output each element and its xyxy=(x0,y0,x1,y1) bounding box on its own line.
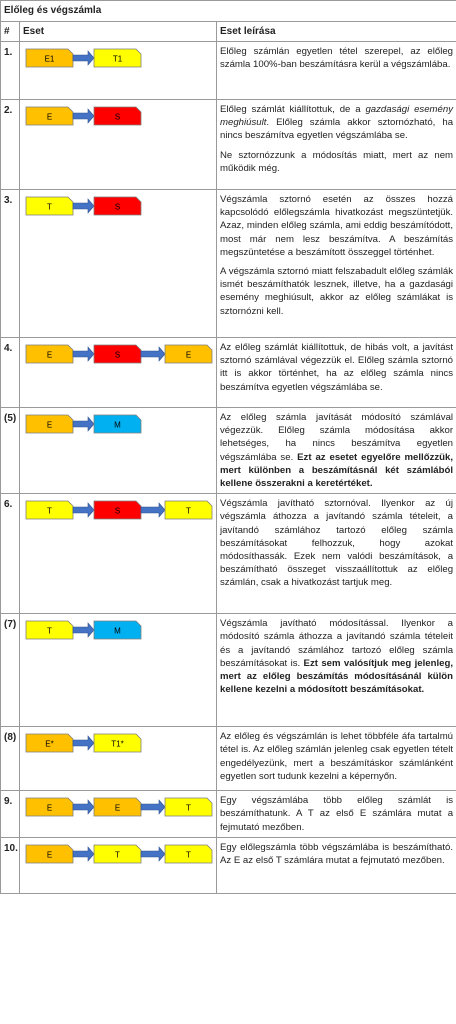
arrow-icon xyxy=(141,800,165,814)
header-num: # xyxy=(1,22,20,42)
case-number: 9. xyxy=(1,791,20,838)
invoice-box xyxy=(94,415,141,433)
description-text: Az előleg és végszámlán is lehet többféle áfa tartalmú tétel is. Az előleg számlán jelenleg csak egyetlen tételt engedélyezünk, mert a beszámításkor számlánként egyetlen sort tudunk kezelni a képernyőn. xyxy=(220,731,454,782)
invoice-box-label: S xyxy=(114,350,121,360)
case-number: 2. xyxy=(1,100,20,190)
description-text: Ezt az esetet egyelőre mellőzzük, mert különben a beszámításnál két számlából kellene összerakni a keretértéket. xyxy=(220,451,454,490)
arrow-icon xyxy=(141,347,165,361)
arrow-icon xyxy=(73,109,94,123)
invoice-box-label: T1 xyxy=(112,54,123,64)
invoice-box-label: E xyxy=(46,850,53,860)
description-text: Az előleg számla javítását módosító számlával végezzük. Előleg számla módosítása akkor lehetséges, ha nincs beszámítva egyetlen végszámlába se. xyxy=(220,412,454,463)
case-description xyxy=(217,791,456,838)
arrow-icon xyxy=(73,503,94,517)
description-text: Egy előlegszámla több végszámlába is beszámítható. Az E az első T számlára mutat a fejmutató mezőben. xyxy=(220,841,454,867)
case-number: 10. xyxy=(1,837,20,893)
invoice-box-label: E* xyxy=(45,739,54,749)
invoice-box-label: T1* xyxy=(111,739,124,749)
case-diagram xyxy=(20,791,217,838)
invoice-box-label: S xyxy=(114,506,121,516)
invoice-box xyxy=(26,345,73,363)
invoice-box-label: T xyxy=(47,506,52,516)
invoice-box-label: T xyxy=(47,626,52,636)
description-paragraph xyxy=(220,497,453,589)
invoice-box-label: M xyxy=(114,420,121,430)
case-description xyxy=(217,100,456,190)
case-number: (8) xyxy=(1,727,20,791)
flow-diagram xyxy=(20,494,217,530)
header-desc: Eset leírása xyxy=(217,22,456,42)
table-row xyxy=(1,494,456,614)
invoice-box-label: T xyxy=(47,202,52,212)
description-paragraph xyxy=(220,45,453,71)
case-number: 3. xyxy=(1,190,20,338)
invoice-box xyxy=(26,415,73,433)
description-paragraph xyxy=(220,794,453,834)
case-diagram xyxy=(20,408,217,494)
case-description xyxy=(217,408,456,494)
invoice-box xyxy=(26,798,73,816)
arrow-icon xyxy=(141,503,165,517)
case-diagram xyxy=(20,727,217,791)
case-description xyxy=(217,494,456,614)
invoice-box xyxy=(94,197,141,215)
description-paragraph xyxy=(220,103,453,143)
case-number: 4. xyxy=(1,338,20,408)
description-text: Végszámla javítható sztornóval. Ilyenkor az új végszámla áthozza a javítandó számla tételeit, a javítandó számlához tartozó előleg számla beszámításokat felhozzuk, hogy azokat módosíthassák. Ezek nem valódi beszámítások, a beszámítható összeget visszaállítottuk az előleg számlán, csak a hivatkozást tartjuk meg. xyxy=(220,498,454,589)
table-title: Előleg és végszámla xyxy=(1,1,456,22)
description-text: gazdasági esemény meghiúsult xyxy=(220,104,454,129)
case-description xyxy=(217,42,456,100)
case-description xyxy=(217,727,456,791)
table-row xyxy=(1,791,456,838)
flow-diagram xyxy=(20,190,217,226)
invoice-box-label: E1 xyxy=(44,54,55,64)
invoice-box xyxy=(26,197,73,215)
arrow-icon xyxy=(73,847,94,861)
table-body xyxy=(1,42,456,894)
description-paragraph xyxy=(220,193,453,259)
arrow-icon xyxy=(73,417,94,431)
arrow-icon xyxy=(73,623,94,637)
description-text: Ezt sem valósítjuk meg jelenleg, mert az előleg beszámítás módosításánál külön kellene kezelni a módosított beszámításokat. xyxy=(220,657,454,696)
case-diagram xyxy=(20,837,217,893)
invoice-box xyxy=(165,798,212,816)
case-number: (7) xyxy=(1,614,20,727)
table-row xyxy=(1,727,456,791)
invoice-box xyxy=(165,501,212,519)
invoice-box-label: E xyxy=(46,420,53,430)
case-number: (5) xyxy=(1,408,20,494)
description-text: Végszámla sztornó esetén az összes hozzá kapcsolódó előlegszámla hivatkozást megszüntetjük. Azaz, minden előleg számla, ami eddig beszámítódott, most már nem lesz beszámítva. A beszámítás megszüntetése a beszámított összeggel történhet. xyxy=(220,194,454,258)
invoice-box-label: T xyxy=(186,850,191,860)
description-text: . Előleg számla akkor sztornózható, ha nincs beszámítva egyetlen végszámlába se. xyxy=(220,117,454,142)
description-text: Ne sztornózzunk a módosítás miatt, mert az nem működik még. xyxy=(220,149,454,174)
invoice-box xyxy=(94,621,141,639)
invoice-box-label: T xyxy=(186,506,191,516)
invoice-box xyxy=(94,49,141,67)
case-diagram xyxy=(20,494,217,614)
case-description xyxy=(217,614,456,727)
case-diagram xyxy=(20,190,217,338)
description-paragraph xyxy=(220,841,453,867)
invoice-box-label: E xyxy=(46,350,53,360)
table-row xyxy=(1,190,456,338)
flow-diagram xyxy=(20,791,217,827)
case-description xyxy=(217,338,456,408)
arrow-icon xyxy=(73,199,94,213)
case-diagram xyxy=(20,42,217,100)
description-text: Végszámla javítható módosítással. Ilyenkor a módosító számla áthozza a javítandó számla tételeit és a javítandó számlához tartozó előleg számla beszámításokat is. xyxy=(220,618,454,669)
invoice-box-label: E xyxy=(114,803,121,813)
description-text: Az előleg számlát kiállítottuk, de hibás volt, a javítást sztornó számlával végezzük el. Előleg számla sztornó itt is akkor történhet, ha az előleg számla nincs beszámítva egyetlen végszámlába se. xyxy=(220,342,454,393)
invoice-box-label: E xyxy=(185,350,192,360)
table-row xyxy=(1,408,456,494)
invoice-box xyxy=(26,107,73,125)
table-row xyxy=(1,42,456,100)
case-diagram xyxy=(20,614,217,727)
case-diagram xyxy=(20,338,217,408)
flow-diagram xyxy=(20,838,217,874)
invoice-box-label: E xyxy=(46,112,53,122)
invoice-box-label: S xyxy=(114,202,121,212)
invoice-box-label: S xyxy=(114,112,121,122)
description-text: Előleg számlán egyetlen tétel szerepel, az előleg számla 100%-ban beszámításra kerül a végszámlába. xyxy=(220,46,454,71)
flow-diagram xyxy=(20,727,217,763)
table-row xyxy=(1,837,456,893)
invoice-box-label: T xyxy=(115,850,120,860)
invoice-box-label: E xyxy=(46,803,53,813)
flow-diagram xyxy=(20,100,217,136)
invoice-box-label: M xyxy=(114,626,121,636)
header-case: Eset xyxy=(20,22,217,42)
invoice-box xyxy=(26,845,73,863)
flow-diagram xyxy=(20,338,217,374)
flow-diagram xyxy=(20,408,217,444)
invoice-box xyxy=(165,345,212,363)
table-row xyxy=(1,614,456,727)
description-paragraph xyxy=(220,149,453,175)
invoice-box xyxy=(94,845,141,863)
invoice-box xyxy=(94,345,141,363)
invoice-box xyxy=(94,501,141,519)
arrow-icon xyxy=(73,51,94,65)
case-number: 1. xyxy=(1,42,20,100)
case-description xyxy=(217,837,456,893)
arrow-icon xyxy=(73,800,94,814)
description-paragraph xyxy=(220,617,453,696)
case-number: 6. xyxy=(1,494,20,614)
invoice-box xyxy=(26,49,73,67)
arrow-icon xyxy=(73,347,94,361)
flow-diagram xyxy=(20,614,217,650)
arrow-icon xyxy=(73,736,94,750)
table-row xyxy=(1,338,456,408)
description-paragraph xyxy=(220,411,453,490)
description-text: Egy végszámlába több előleg számlát is beszámíthatunk. A T az első E számlára mutat a fejmutató mezőben. xyxy=(220,795,454,833)
invoice-box xyxy=(94,798,141,816)
invoice-box-label: T xyxy=(186,803,191,813)
description-paragraph xyxy=(220,730,453,783)
case-diagram xyxy=(20,100,217,190)
invoice-box xyxy=(94,107,141,125)
invoice-box xyxy=(26,501,73,519)
flow-diagram xyxy=(20,42,217,78)
invoice-box xyxy=(26,734,73,752)
arrow-icon xyxy=(141,847,165,861)
description-text: A végszámla sztornó miatt felszabadult előleg számlák ismét beszámíthatók lesznek, illetve, ha a gazdasági esemény meghiúsult, akkor az előleg számlákat is sztornózni kell. xyxy=(220,266,454,317)
description-paragraph xyxy=(220,341,453,394)
description-text: Előleg számlát kiállítottuk, de a xyxy=(220,104,366,115)
table-row xyxy=(1,100,456,190)
invoice-box xyxy=(94,734,141,752)
description-paragraph xyxy=(220,265,453,318)
invoice-box xyxy=(26,621,73,639)
invoice-box xyxy=(165,845,212,863)
case-description xyxy=(217,190,456,338)
